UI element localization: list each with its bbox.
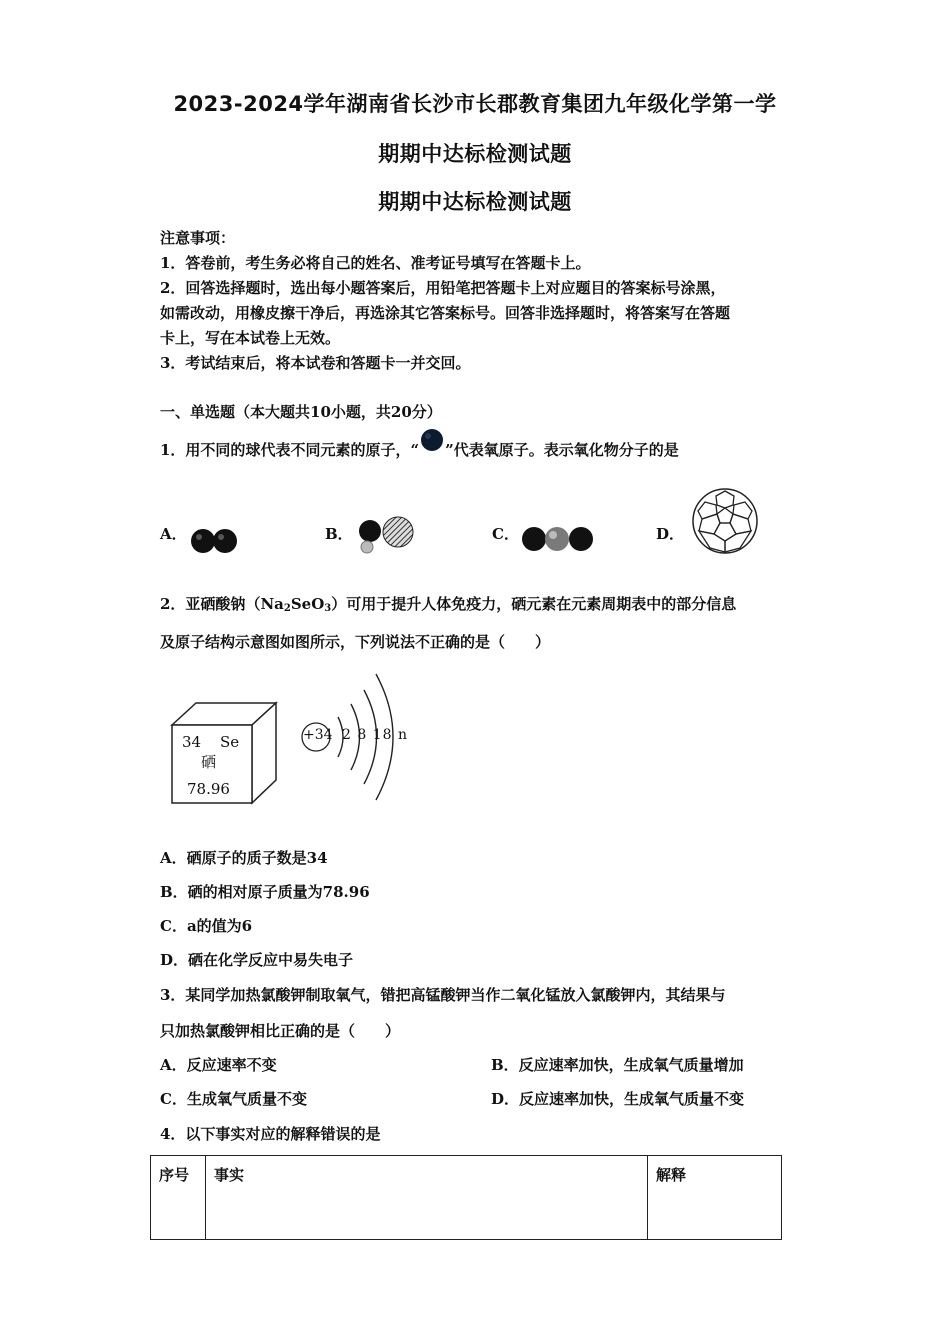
notice-item: 如需改动，用橡皮擦干净后，再选涂其它答案标号。回答非选择题时，将答案写在答题	[160, 304, 731, 322]
q3-option-b[interactable]: B．反应速率加快，生成氧气质量增加	[491, 1056, 744, 1074]
table-row	[151, 1156, 782, 1240]
table-header-explanation: 解释	[648, 1156, 782, 1240]
q3-stem-line-1: 3．某同学加热氯酸钾制取氧气，错把高锰酸钾当作二氧化锰放入氯酸钾内，其结果与	[160, 986, 726, 1004]
title-line-2: 期期中达标检测试题	[378, 142, 572, 166]
q1-option-a-label[interactable]: A．	[160, 525, 187, 543]
q1-option-b-label[interactable]: B．	[325, 525, 353, 543]
notice-item: 3．考试结束后，将本试卷和答题卡一并交回。	[160, 354, 471, 372]
element-symbol: Se	[220, 733, 240, 751]
q2-stem-text: SeO	[290, 595, 325, 613]
subscript: 3	[324, 603, 332, 614]
element-cell-se	[168, 700, 288, 820]
table-header-fact: 事实	[206, 1156, 648, 1240]
q2-option-a[interactable]: A．硒原子的质子数是34	[160, 849, 328, 867]
notice-item: 卡上，写在本试卷上无效。	[160, 329, 341, 347]
fullerene-icon	[690, 486, 760, 556]
q2-stem-text: 2．亚硒酸钠（Na	[160, 595, 284, 613]
table-header-index: 序号	[151, 1156, 206, 1240]
q2-option-c[interactable]: C．a的值为6	[160, 917, 253, 935]
subscript: 2	[283, 603, 291, 614]
element-name: 硒	[201, 753, 217, 771]
atom-nucleus-label: +34	[303, 727, 333, 743]
q3-stem-line-2: 只加热氯酸钾相比正确的是（ ）	[160, 1022, 401, 1040]
notice-heading: 注意事项：	[160, 229, 236, 247]
q1-stem-part-b: ”代表氧原子。表示氧化物分子的是	[445, 441, 679, 459]
section-heading: 一、单选题（本大题共10小题，共20分）	[160, 403, 442, 421]
q1-option-d-label[interactable]: D．	[656, 525, 685, 543]
molecule-two-dark-icon	[190, 527, 250, 557]
q1-stem	[160, 440, 679, 460]
q1-option-c-label[interactable]: C．	[492, 525, 519, 543]
atom-shells-label: 2 8 18 n	[342, 727, 408, 743]
molecule-three-atom-icon	[520, 525, 600, 555]
q2-stem-line-1	[160, 594, 736, 619]
q2-option-b[interactable]: B．硒的相对原子质量为78.96	[160, 883, 370, 901]
q3-option-a[interactable]: A．反应速率不变	[160, 1056, 277, 1074]
q4-table	[150, 1155, 782, 1240]
q1-stem-part-a: 1．用不同的球代表不同元素的原子，“	[160, 441, 420, 459]
q2-stem-line-2: 及原子结构示意图如图所示，下列说法不正确的是（ ）	[160, 633, 551, 651]
q3-option-c[interactable]: C．生成氧气质量不变	[160, 1090, 307, 1108]
element-mass: 78.96	[187, 780, 230, 798]
q4-stem: 4．以下事实对应的解释错误的是	[160, 1125, 381, 1143]
q3-option-d[interactable]: D．反应速率加快，生成氧气质量不变	[491, 1090, 745, 1108]
oxygen-atom-icon	[419, 440, 445, 460]
title-line-3: 期期中达标检测试题	[378, 190, 572, 214]
element-number: 34	[182, 733, 202, 751]
molecule-mixed-icon	[358, 515, 418, 555]
title-line-1: 2023-2024学年湖南省长沙市长郡教育集团九年级化学第一学	[173, 92, 777, 116]
q2-stem-text: ）可用于提升人体免疫力，硒元素在元素周期表中的部分信息	[331, 595, 737, 613]
notice-item: 2．回答选择题时，选出每小题答案后，用铅笔把答题卡上对应题目的答案标号涂黑，	[160, 279, 726, 297]
notice-item: 1．答卷前，考生务必将自己的姓名、准考证号填写在答题卡上。	[160, 254, 591, 272]
q2-option-d[interactable]: D．硒在化学反应中易失电子	[160, 951, 354, 969]
